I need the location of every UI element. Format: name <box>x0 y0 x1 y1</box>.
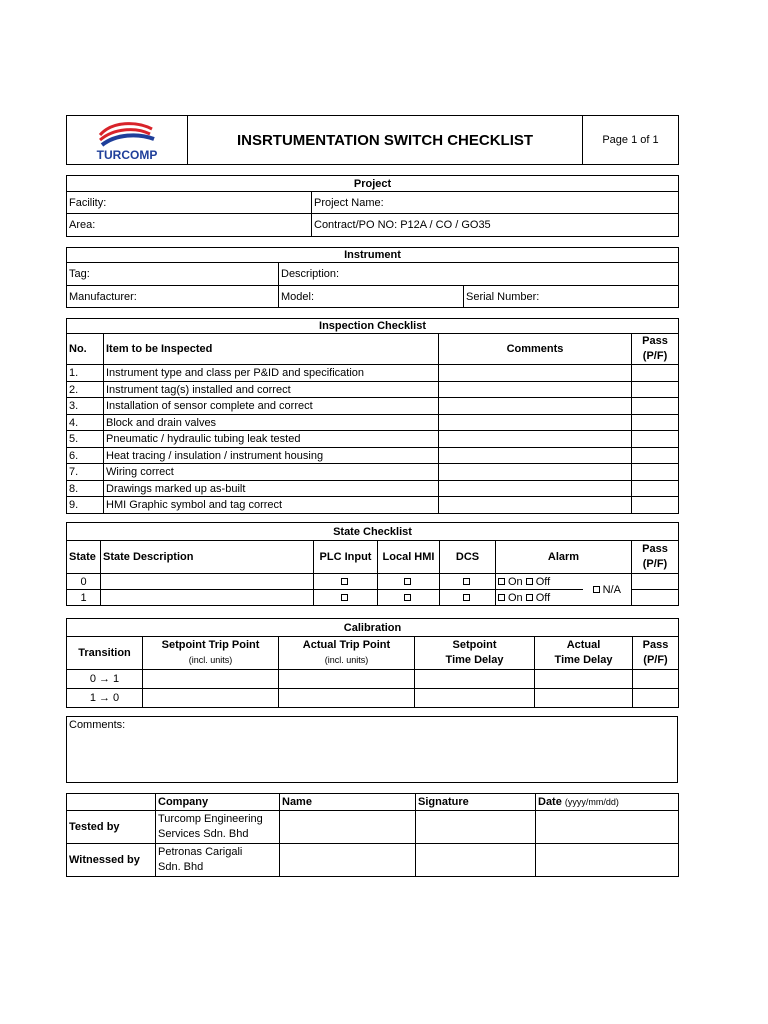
state-heading: State Checklist <box>67 523 679 541</box>
contract-field[interactable]: Contract/PO NO: P12A / CO / GO35 <box>312 214 679 237</box>
item-no: 1. <box>67 365 104 382</box>
tested-name-cell[interactable] <box>280 811 416 844</box>
table-row <box>67 574 679 590</box>
calibration-table <box>66 618 679 708</box>
col-local-hmi: Local HMI <box>378 541 440 574</box>
pass-cell[interactable] <box>632 431 679 448</box>
state-value: 0 <box>67 574 101 590</box>
alarm-cell: On Off <box>496 590 583 606</box>
pass-cell[interactable] <box>632 481 679 497</box>
setpoint-delay-cell[interactable] <box>415 670 535 689</box>
pass-cell[interactable] <box>632 398 679 415</box>
comment-cell[interactable] <box>439 415 632 431</box>
item-no: 7. <box>67 464 104 481</box>
item-no: 2. <box>67 382 104 398</box>
item-no: 4. <box>67 415 104 431</box>
setpoint-delay-cell[interactable] <box>415 689 535 708</box>
turcomp-logo <box>92 119 162 161</box>
comment-cell[interactable] <box>439 448 632 464</box>
dcs-checkbox[interactable] <box>463 594 470 601</box>
page-title: INSRTUMENTATION SWITCH CHECKLIST <box>188 116 583 165</box>
pass-cell[interactable] <box>632 590 679 606</box>
col-state: State <box>67 541 101 574</box>
local-hmi-cell <box>378 574 440 590</box>
state-description-cell[interactable] <box>101 590 314 606</box>
table-row <box>67 497 679 514</box>
description-field[interactable]: Description: <box>279 263 679 286</box>
alarm-cell: On Off <box>496 574 583 590</box>
col-plc-input: PLC Input <box>314 541 378 574</box>
table-row <box>67 844 679 877</box>
comment-cell[interactable] <box>439 464 632 481</box>
alarm-on-checkbox[interactable] <box>498 594 505 601</box>
table-row <box>67 464 679 481</box>
col-company: Company <box>156 794 280 811</box>
tested-date-cell[interactable] <box>536 811 679 844</box>
comments-table <box>66 716 678 783</box>
table-row <box>67 431 679 448</box>
item-text: Wiring correct <box>104 464 439 481</box>
signoff-corner <box>67 794 156 811</box>
tested-by-label: Tested by <box>67 811 156 844</box>
comment-cell[interactable] <box>439 481 632 497</box>
pass-cell[interactable] <box>632 497 679 514</box>
table-row <box>67 415 679 431</box>
dcs-cell <box>440 590 496 606</box>
item-no: 8. <box>67 481 104 497</box>
table-row <box>67 398 679 415</box>
item-no: 5. <box>67 431 104 448</box>
state-description-cell[interactable] <box>101 574 314 590</box>
calibration-heading: Calibration <box>67 619 679 637</box>
witnessed-signature-cell[interactable] <box>416 844 536 877</box>
table-row <box>67 365 679 382</box>
transition-value: 1 → 0 <box>67 689 143 708</box>
pass-cell[interactable] <box>633 670 679 689</box>
col-alarm: Alarm <box>496 541 632 574</box>
col-pass: Pass (P/F) <box>633 637 679 670</box>
dcs-cell <box>440 574 496 590</box>
table-row <box>67 448 679 464</box>
item-no: 6. <box>67 448 104 464</box>
col-no: No. <box>67 334 104 365</box>
comment-cell[interactable] <box>439 382 632 398</box>
col-setpoint-delay: Setpoint Time Delay <box>415 637 535 670</box>
pass-cell[interactable] <box>632 464 679 481</box>
setpoint-trip-cell[interactable] <box>143 670 279 689</box>
alarm-na-checkbox[interactable] <box>593 586 600 593</box>
item-text: Block and drain valves <box>104 415 439 431</box>
col-signature: Signature <box>416 794 536 811</box>
plc-input-cell <box>314 574 378 590</box>
comment-cell[interactable] <box>439 431 632 448</box>
witnessed-by-label: Witnessed by <box>67 844 156 877</box>
col-comments: Comments <box>439 334 632 365</box>
model-field[interactable]: Model: <box>279 286 464 308</box>
comment-cell[interactable] <box>439 497 632 514</box>
item-text: HMI Graphic symbol and tag correct <box>104 497 439 514</box>
table-row <box>67 382 679 398</box>
col-date: Date (yyyy/mm/dd) <box>536 794 679 811</box>
witnessed-company: Petronas Carigali Sdn. Bhd <box>156 844 280 877</box>
header-table <box>66 115 679 165</box>
setpoint-trip-cell[interactable] <box>143 689 279 708</box>
alarm-off-checkbox[interactable] <box>526 594 533 601</box>
col-setpoint-trip: Setpoint Trip Point (incl. units) <box>143 637 279 670</box>
comments-field[interactable]: Comments: <box>67 717 678 783</box>
state-value: 1 <box>67 590 101 606</box>
item-text: Heat tracing / insulation / instrument housing <box>104 448 439 464</box>
comment-cell[interactable] <box>439 365 632 382</box>
dcs-checkbox[interactable] <box>463 578 470 585</box>
table-row <box>67 811 679 844</box>
instrument-table <box>66 247 679 308</box>
tested-signature-cell[interactable] <box>416 811 536 844</box>
item-text: Drawings marked up as-built <box>104 481 439 497</box>
table-row <box>67 689 679 708</box>
actual-trip-cell[interactable] <box>279 670 415 689</box>
project-name-field[interactable]: Project Name: <box>312 192 679 214</box>
col-pass: Pass (P/F) <box>632 541 679 574</box>
col-name: Name <box>280 794 416 811</box>
logo-text: TURCOMP <box>96 148 158 161</box>
local-hmi-cell <box>378 590 440 606</box>
state-table <box>66 522 679 606</box>
col-dcs: DCS <box>440 541 496 574</box>
item-text: Instrument type and class per P&ID and specification <box>104 365 439 382</box>
witnessed-date-cell[interactable] <box>536 844 679 877</box>
table-row <box>67 670 679 689</box>
facility-field[interactable]: Facility: <box>67 192 312 214</box>
logo-swoosh-blue <box>102 135 154 145</box>
plc-input-cell <box>314 590 378 606</box>
logo-cell <box>67 116 188 165</box>
item-text: Installation of sensor complete and correct <box>104 398 439 415</box>
project-table <box>66 175 679 237</box>
pass-cell[interactable] <box>632 365 679 382</box>
table-row <box>67 481 679 497</box>
inspection-heading: Inspection Checklist <box>67 319 679 334</box>
item-text: Pneumatic / hydraulic tubing leak tested <box>104 431 439 448</box>
col-transition: Transition <box>67 637 143 670</box>
col-state-description: State Description <box>101 541 314 574</box>
project-heading: Project <box>67 176 679 192</box>
transition-value: 0 → 1 <box>67 670 143 689</box>
local-hmi-checkbox[interactable] <box>404 594 411 601</box>
alarm-off-checkbox[interactable] <box>526 578 533 585</box>
comment-cell[interactable] <box>439 398 632 415</box>
pass-cell[interactable] <box>633 689 679 708</box>
manufacturer-field[interactable]: Manufacturer: <box>67 286 279 308</box>
actual-delay-cell[interactable] <box>535 670 633 689</box>
witnessed-name-cell[interactable] <box>280 844 416 877</box>
area-field[interactable]: Area: <box>67 214 312 237</box>
alarm-na-cell: N/A <box>583 574 632 606</box>
col-actual-delay: Actual Time Delay <box>535 637 633 670</box>
actual-delay-cell[interactable] <box>535 689 633 708</box>
col-actual-trip: Actual Trip Point (incl. units) <box>279 637 415 670</box>
actual-trip-cell[interactable] <box>279 689 415 708</box>
pass-cell[interactable] <box>632 448 679 464</box>
alarm-on-checkbox[interactable] <box>498 578 505 585</box>
tested-company: Turcomp Engineering Services Sdn. Bhd <box>156 811 280 844</box>
col-pass: Pass (P/F) <box>632 334 679 365</box>
plc-input-checkbox[interactable] <box>341 578 348 585</box>
pass-cell[interactable] <box>632 415 679 431</box>
item-text: Instrument tag(s) installed and correct <box>104 382 439 398</box>
local-hmi-checkbox[interactable] <box>404 578 411 585</box>
signoff-table <box>66 793 679 877</box>
plc-input-checkbox[interactable] <box>341 594 348 601</box>
pass-cell[interactable] <box>632 382 679 398</box>
inspection-table <box>66 318 679 514</box>
page-number: Page 1 of 1 <box>583 116 679 165</box>
tag-field[interactable]: Tag: <box>67 263 279 286</box>
item-no: 9. <box>67 497 104 514</box>
col-item: Item to be Inspected <box>104 334 439 365</box>
instrument-heading: Instrument <box>67 248 679 263</box>
serial-number-field[interactable]: Serial Number: <box>464 286 679 308</box>
pass-cell[interactable] <box>632 574 679 590</box>
item-no: 3. <box>67 398 104 415</box>
